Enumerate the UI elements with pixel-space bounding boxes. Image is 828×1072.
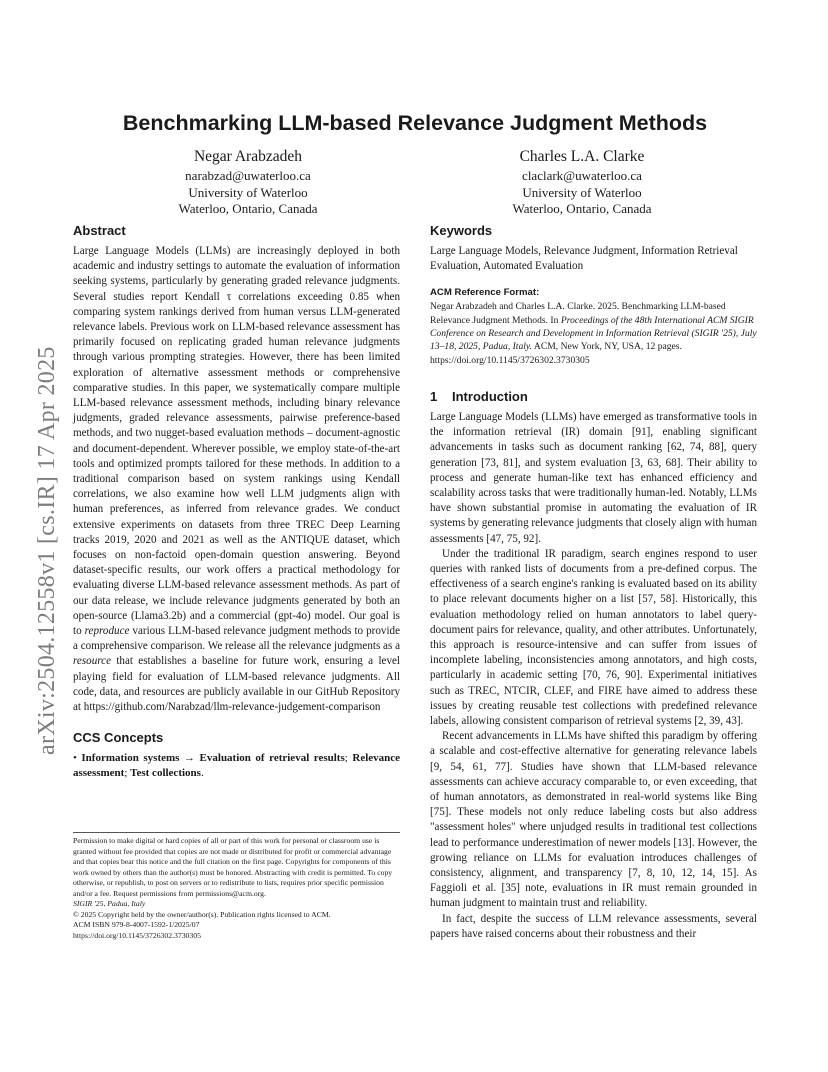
intro-paragraph: In fact, despite the success of LLM relevance assessments, several papers have raised concerns about their robustness and their (430, 912, 757, 940)
author-name: Negar Arabzadeh (193, 148, 302, 165)
abstract-heading: Abstract (73, 223, 126, 238)
left-column (73, 221, 400, 781)
author-affiliation: University of Waterloo (522, 184, 642, 200)
author-block (412, 146, 752, 218)
acm-reference-text: Negar Arabzadeh and Charles L.A. Clarke. 2025. Benchmarking LLM-based Relevance Judgment Methods. In Proceedings of the 48th International ACM SIGIR Conference on Research and Development in Information Retrieval (SIGIR '25), July 13–18, 2025, Padua, Italy. ACM, New York, NY, USA, 12 pages. https://doi.org/10.1145/3726302.3730305 (430, 301, 757, 366)
arxiv-identifier: arXiv:2504.12558v1 [cs.IR] 17 Apr 2025 (34, 346, 60, 755)
ccs-heading: CCS Concepts (73, 730, 164, 746)
doi-link[interactable]: https://doi.org/10.1145/3726302.3730305 (73, 930, 201, 940)
author-location: Waterloo, Ontario, Canada (178, 201, 318, 216)
permission-notice: Permission to make digital or hard copies of all or part of this work for personal or classroom use is granted without fee provided that copies are not made or distributed for profit or commercial advantage and that copies bear this notice and the full citation on the first page. Copyrights for components of this work owned by others than the author(s) must be honored. Abstracting with credit is permitted. To copy otherwise, or republish, to post on servers or to redistribute to lists, requires prior specific permission and/or a fee. Request permissions from permissions@acm.org. (73, 836, 393, 898)
keywords-heading: Keywords (430, 223, 493, 238)
copyright-line: © 2025 Copyright held by the owner/author(s). Publication rights licensed to ACM. (73, 909, 331, 919)
isbn-line: ACM ISBN 979-8-4007-1592-1/2025/07 (73, 920, 200, 929)
intro-paragraph: Recent advancements in LLMs have shifted this paradigm by offering a scalable and cost-effective alternative for generating relevance labels [9, 54, 61, 77]. Studies have shown that LLM-based relevance assessments can achieve accuracy comparable to, or even exceeding, that of human annotators, as demonstrated in real-world systems like Bing [75]. These models not only reduce labeling costs but also address "assessment holes" where unjudged results in traditional test collections lead to performance underestimation of newer models [13]. However, the growing reliance on LLMs for evaluation introduces challenges of consistency, alignment, and transparency [7, 8, 10, 12, 14, 15]. As Faggioli et al. [35] note, evaluations in IR must remain grounded in human judgment to maintain trust and reliability. (430, 730, 757, 910)
paper-title: Benchmarking LLM-based Relevance Judgment Methods (122, 111, 708, 135)
right-column (430, 221, 757, 942)
keywords-text: Large Language Models, Relevance Judgment, Information Retrieval Evaluation, Automated Evaluation (430, 245, 738, 273)
ccs-concepts: • Information systems → Evaluation of retrieval results; Relevance assessment; Test collections. (73, 752, 401, 780)
intro-heading: 1 Introduction (430, 388, 528, 404)
author-name: Charles L.A. Clarke (519, 148, 645, 165)
intro-paragraph: Under the traditional IR paradigm, search engines respond to user queries with ranked lists of documents from a pre-defined corpus. The effectiveness of a search engine's ranking is evaluated based on its ability to place relevant documents higher on a list [57, 58]. Historically, this evaluation methodology relied on human annotators to label query-document pairs for relevance, quality, and other attributes. Unfortunately, this approach is resource-intensive and can suffer from issues of incomplete labeling, inconsistencies among annotators, and high costs, particularly in academic setting [70, 76, 90]. Experimental initiatives such as TREC, NTCIR, CLEF, and FIRE have aimed to address these issues by creating reusable test collections with predefined relevance labels, allowing consistent comparison of retrieval systems [2, 39, 43]. (430, 547, 757, 727)
acm-reference-heading: ACM Reference Format: (430, 287, 540, 299)
conference-venue: SIGIR '25, Padua, Italy (73, 899, 146, 908)
copyright-footnote (73, 832, 400, 941)
author-email: narabzad@uwaterloo.ca (185, 168, 311, 183)
author-location: Waterloo, Ontario, Canada (512, 201, 652, 216)
author-affiliation: University of Waterloo (188, 184, 308, 200)
intro-paragraph: Large Language Models (LLMs) have emerged as transformative tools in the information retrieval (IR) domain [91], enabling significant advancements in tasks such as document ranking [62, 74, 88], query generation [73, 81], and system evaluation [3, 63, 68]. Their ability to process and generate human-like text has enhanced efficiency and scalability across tasks that were traditionally human-led. Notably, LLMs have shown substantial promise in automating the evaluation of IR systems by generating relevance judgments that closely align with human assessments [47, 75, 92]. (430, 410, 757, 545)
author-block (78, 146, 418, 218)
author-email: claclark@uwaterloo.ca (522, 168, 642, 183)
abstract-text: Large Language Models (LLMs) are increasingly deployed in both academic and industry settings to automate the evaluation of information seeking systems, particularly by generating graded relevance judgments. Several studies report Kendall τ correlations exceeding 0.85 when comparing system rankings derived from human versus LLM-generated relevance labels. Previous work on LLM-based relevance assessment has primarily focused on replicating graded human relevance judgments through various prompting strategies. However, there has been limited exploration of alternative assessment methods or comprehensive comparative studies. In this paper, we systematically compare multiple LLM-based relevance assessment methods, including binary relevance judgments, graded relevance assessments, pairwise preference-based methods, and two nugget-based evaluation methods – document-agnostic and document-dependent. Wherever possible, we employ state-of-the-art tools and optimized prompts tailored for these methods. In addition to a traditional comparison based on system rankings using Kendall correlations, we also examine how well LLM judgments align with human preferences, as inferred from relevance grades. We conduct extensive experiments on datasets from three TREC Deep Learning tracks 2019, 2020 and 2021 as well as the ANTIQUE dataset, which focuses on non-factoid open-domain question answering. Beyond dataset-specific results, our work offers a practical methodology for evaluating diverse LLM-based relevance assessment methods. As part of our data release, we include relevance judgments generated by both an open-source (Llama3.2b) and a commercial (gpt-4o) model. Our goal is to reproduce various LLM-based relevance judgment methods to provide a comprehensive comparison. We release all the relevance judgments as a resource that establishes a baseline for future work, ensuring a level playing field for evaluation of LLM-based relevance judgments. All code, data, and resources are publicly available in our GitHub Repository at https://github.com/Narabzad/llm-relevance-judgement-comparison (73, 245, 400, 714)
